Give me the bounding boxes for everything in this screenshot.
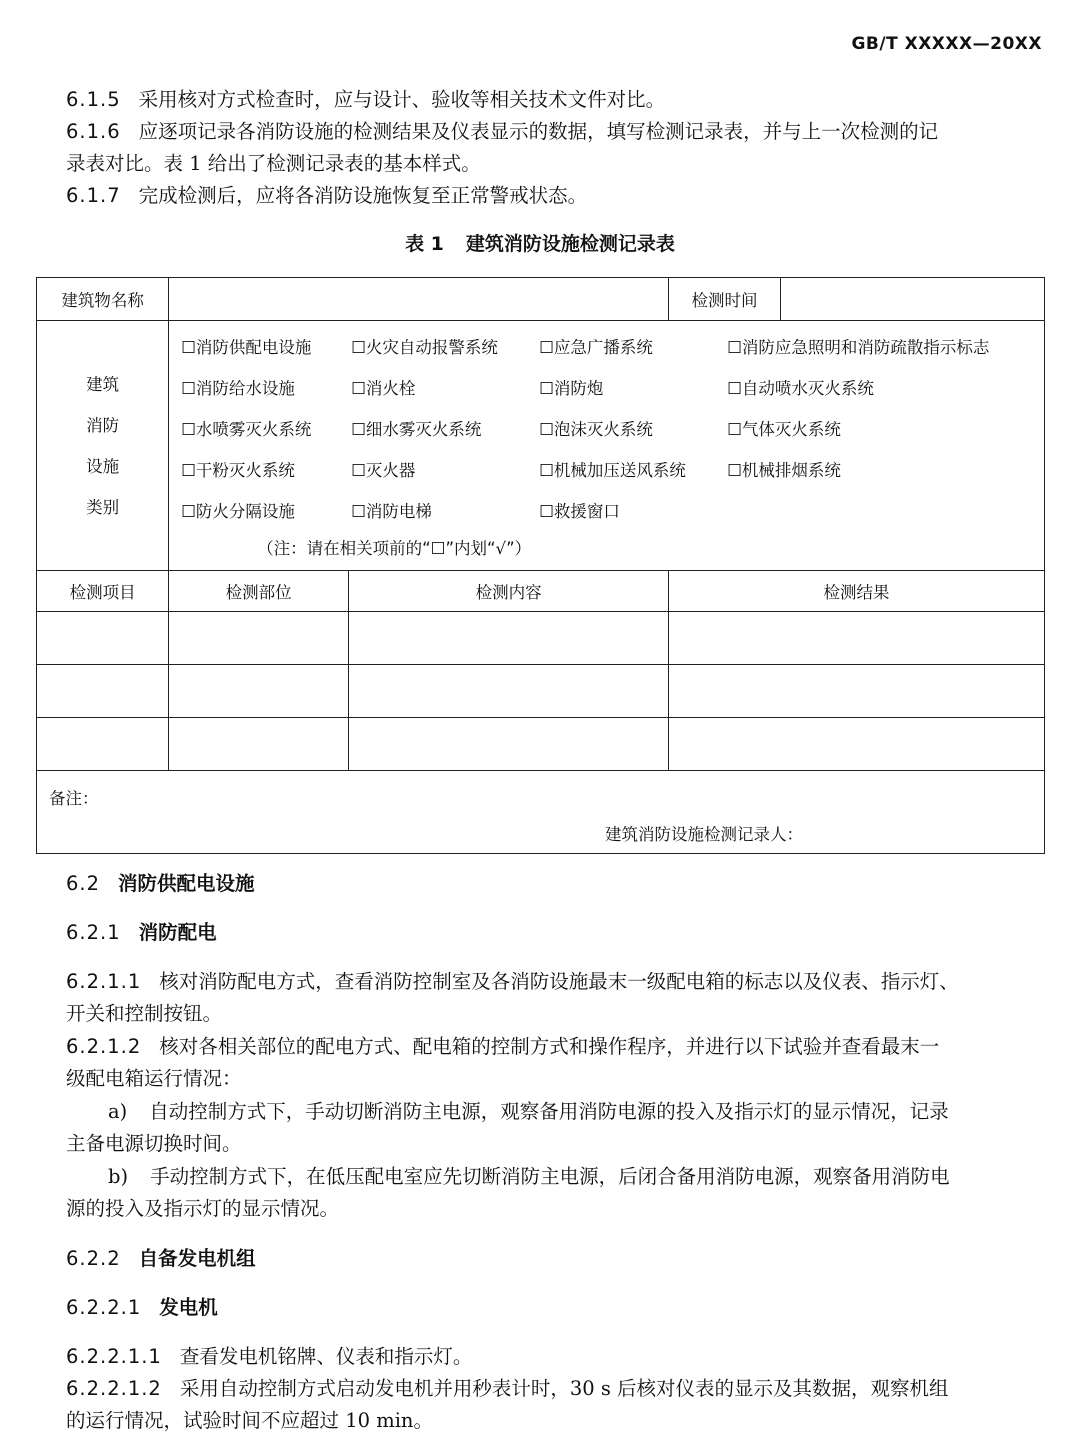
category-label-line: 建筑 [86,374,120,394]
table-row [37,321,1045,571]
standard-number: GB/T XXXXX—20XX [851,34,1042,54]
table-row [37,612,1045,665]
checkbox-option[interactable]: ☐机械排烟系统 [727,461,841,480]
list-item-b [108,1161,1048,1193]
clause-number: 6.2.2.1.1 [66,1345,162,1368]
clause-6-1-5 [66,84,1046,116]
table-number: 表 1 [405,233,444,255]
checkbox-option[interactable]: ☐应急广播系统 [539,338,653,357]
table-cell[interactable] [37,718,169,771]
checkbox-option[interactable]: ☐消防应急照明和消防疏散指示标志 [727,338,990,357]
checkbox-option[interactable]: ☐防火分隔设施 [181,502,295,521]
clause-6-1-6-cont: 录表对比。表 1 给出了检测记录表的基本样式。 [66,152,481,175]
checkbox-option [727,491,1027,532]
table-row [37,718,1045,771]
clause-6-2-1-2-cont: 级配电箱运行情况： [66,1067,242,1090]
table-cell[interactable] [169,612,349,665]
inspection-time-label: 检测时间 [669,278,781,321]
section-title: 消防配电 [138,921,217,944]
inspection-record-table [36,277,1045,854]
checkbox-option[interactable]: ☐救援窗口 [539,502,620,521]
checkbox-option[interactable]: ☐火灾自动报警系统 [351,338,498,357]
checkbox-option[interactable]: ☐灭火器 [351,461,416,480]
clause-text: 采用核对方式检查时，应与设计、验收等相关技术文件对比。 [138,88,666,111]
table-cell[interactable] [169,718,349,771]
table-cell[interactable] [37,612,169,665]
table-row [37,278,1045,321]
category-label-line: 设施 [86,456,120,476]
col-header-result: 检测结果 [669,571,1045,612]
section-6-2 [66,868,1046,900]
remark-area [37,771,1044,853]
section-number: 6.2.2 [66,1247,121,1270]
clause-text: 应逐项记录各消防设施的检测结果及仪表显示的数据，填写检测记录表，并与上一次检测的记 [138,120,939,143]
col-header-item: 检测项目 [37,571,169,612]
table-cell[interactable] [37,665,169,718]
checkbox-option[interactable]: ☐自动喷水灭火系统 [727,379,874,398]
checkbox-option[interactable]: ☐气体灭火系统 [727,420,841,439]
clause-number: 6.1.5 [66,88,121,111]
section-title: 自备发电机组 [138,1247,256,1270]
table-row [37,771,1045,854]
clause-number: 6.1.6 [66,120,121,143]
table-cell[interactable] [169,665,349,718]
clause-6-1-7 [66,180,1046,212]
col-header-location: 检测部位 [169,571,349,612]
clause-number: 6.1.7 [66,184,121,207]
table-cell[interactable] [349,665,669,718]
list-item-b-cont: 源的投入及指示灯的显示情况。 [66,1197,340,1220]
table-cell[interactable] [349,612,669,665]
checkbox-note: （注：请在相关项前的“☐”内划“√”） [257,539,532,558]
clause-number: 6.2.1.1 [66,970,142,993]
clause-6-2-1-1 [66,966,1046,998]
table-row [37,665,1045,718]
section-title: 消防供配电设施 [118,872,255,895]
table-cell[interactable] [669,612,1045,665]
list-marker: b) [108,1165,129,1188]
remark-label: 备注： [49,789,99,808]
list-item-a [108,1096,1048,1128]
section-6-2-1 [66,917,1046,949]
remark-cell[interactable] [37,771,1045,854]
list-text: 手动控制方式下，在低压配电室应先切断消防主电源，后闭合备用消防电源，观察备用消防电 [150,1165,950,1188]
checkbox-option[interactable]: ☐泡沫灭火系统 [539,420,653,439]
clause-text: 采用自动控制方式启动发电机并用秒表计时，30 s 后核对仪表的显示及其数据，观察机组 [179,1377,949,1400]
table-header-row [37,571,1045,612]
recorder-label: 建筑消防设施检测记录人： [605,825,803,844]
section-6-2-2 [66,1243,1046,1275]
clause-text: 核对消防配电方式，查看消防控制室及各消防设施最末一级配电箱的标志以及仪表、指示灯、 [159,970,959,993]
section-title: 发电机 [159,1296,218,1319]
checkbox-option[interactable]: ☐消防电梯 [351,502,432,521]
checkbox-option[interactable]: ☐消防炮 [539,379,604,398]
section-number: 6.2.2.1 [66,1296,142,1319]
clause-number: 6.2.2.1.2 [66,1377,162,1400]
checkbox-option[interactable]: ☐细水雾灭火系统 [351,420,482,439]
col-header-content: 检测内容 [349,571,669,612]
category-label-line: 类别 [86,497,120,517]
clause-6-1-6 [66,116,1046,148]
clause-number: 6.2.1.2 [66,1035,142,1058]
checkbox-option[interactable]: ☐消防供配电设施 [181,338,312,357]
clause-6-2-2-1-2-cont: 的运行情况，试验时间不应超过 10 min。 [66,1409,433,1432]
category-checkbox-cell [169,321,1045,571]
clause-6-2-2-1-2 [66,1373,1046,1405]
category-label-line: 消防 [86,415,120,435]
section-number: 6.2 [66,872,101,895]
category-label [37,321,169,571]
list-item-a-cont: 主备电源切换时间。 [66,1132,242,1155]
section-number: 6.2.1 [66,921,121,944]
list-marker: a) [108,1100,128,1123]
table-cell[interactable] [669,718,1045,771]
checkbox-grid [169,321,1044,532]
building-name-field[interactable] [169,278,669,321]
clause-text: 查看发电机铭牌、仪表和指示灯。 [179,1345,473,1368]
clause-6-2-2-1-1 [66,1341,1046,1373]
clause-6-2-1-1-cont: 开关和控制按钮。 [66,1002,223,1025]
clause-6-2-1-2 [66,1031,1046,1063]
clause-text: 完成检测后，应将各消防设施恢复至正常警戒状态。 [138,184,588,207]
section-6-2-2-1 [66,1292,1046,1324]
table-title [0,229,1080,256]
table-cell[interactable] [349,718,669,771]
building-name-label: 建筑物名称 [37,278,169,321]
inspection-time-field[interactable] [781,278,1045,321]
checkbox-option[interactable]: ☐消防给水设施 [181,379,295,398]
table-name: 建筑消防设施检测记录表 [465,233,675,255]
checkbox-option[interactable]: ☐水喷雾灭火系统 [181,420,312,439]
clause-text: 核对各相关部位的配电方式、配电箱的控制方式和操作程序，并进行以下试验并查看最末一 [159,1035,940,1058]
checkbox-option[interactable]: ☐干粉灭火系统 [181,461,295,480]
list-text: 自动控制方式下，手动切断消防主电源，观察备用消防电源的投入及指示灯的显示情况，记录 [149,1100,949,1123]
checkbox-option[interactable]: ☐消火栓 [351,379,416,398]
table-cell[interactable] [669,665,1045,718]
checkbox-option[interactable]: ☐机械加压送风系统 [539,461,686,480]
